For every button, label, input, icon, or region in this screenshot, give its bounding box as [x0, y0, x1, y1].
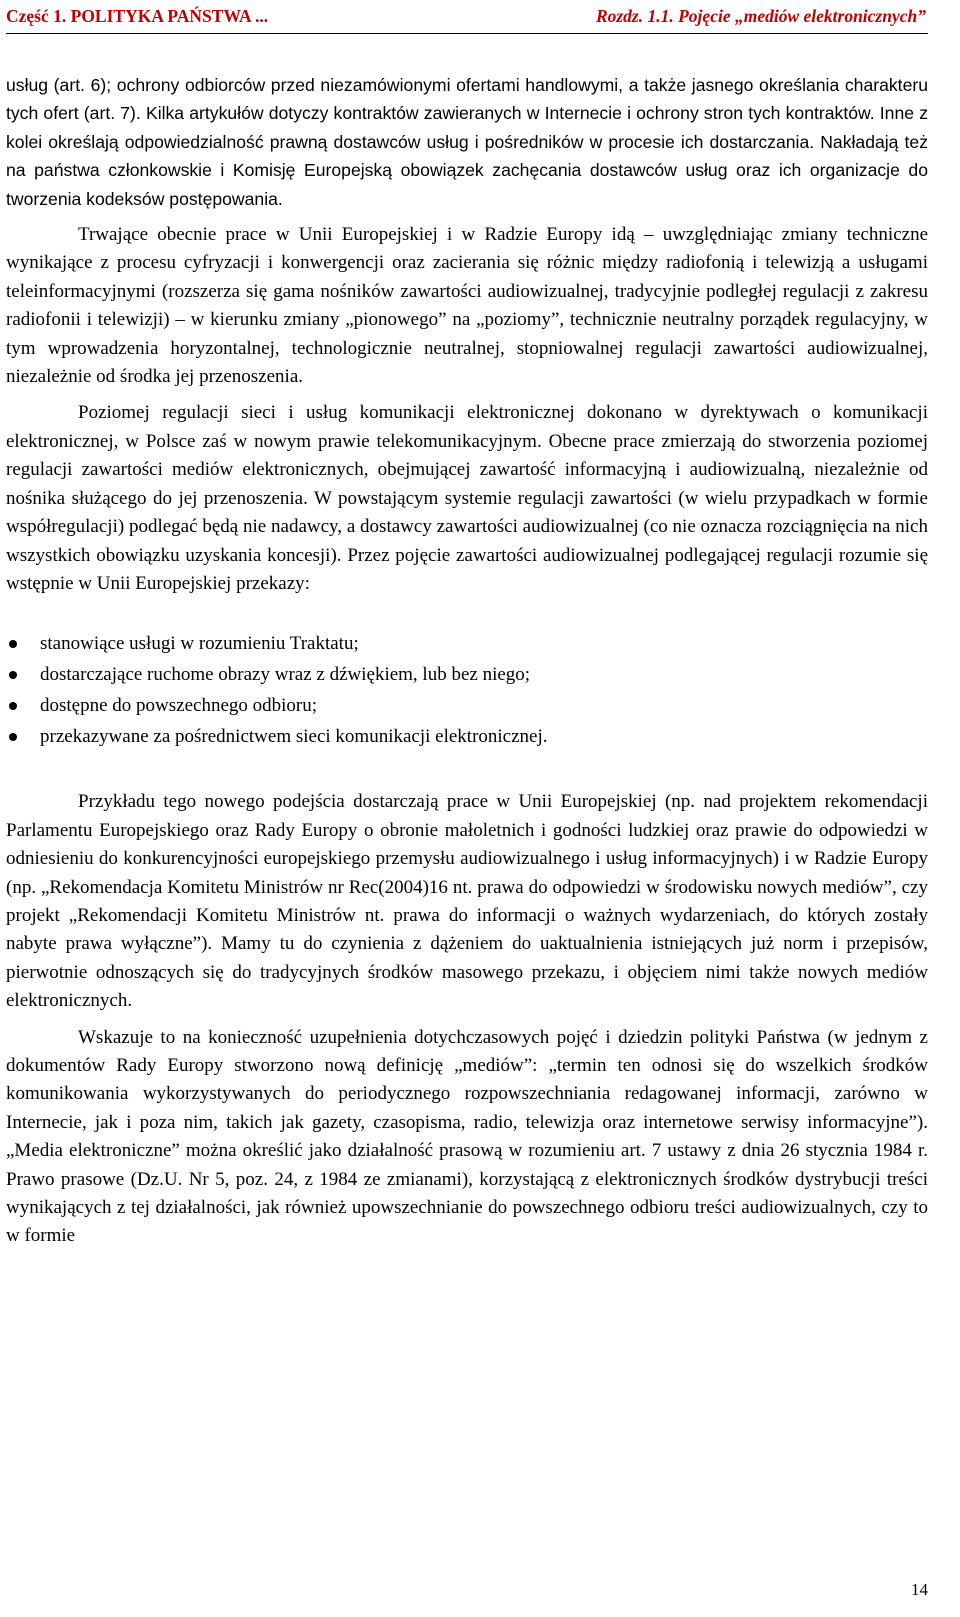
list-item-text: przekazywane za pośrednictwem sieci komunikacji elektronicznej.: [40, 726, 548, 748]
list-item-text: dostarczające ruchome obrazy wraz z dźwiękiem, lub bez niego;: [40, 664, 531, 686]
paragraph-2: Trwające obecnie prace w Unii Europejskiej i w Radzie Europy idą – uwzględniając zmiany techniczne wynikające z procesu cyfryzacji i konwergencji oraz zacierania się różnic między radiofonią i telewizją a usługami teleinformacyjnymi (rozszerza się gama nośników zawartości audiowizualnej, tradycyjnie podległej regulacji z zakresu radiofonii i telewizji) – w kierunku zmiany „pionowego” na „poziomy”, technicznie neutralny porządek regulacyjny, w tym wprowadzenia horyzontalnej, technologicznie neutralnej, stopniowalnej regulacji zawartości audiowizualnej, niezależnie od środka jej przenoszenia.: [6, 224, 928, 388]
list-item-text: stanowiące usługi w rozumieniu Traktatu;: [40, 633, 359, 655]
list-item: [6, 659, 928, 690]
running-header: [6, 4, 926, 32]
bullet-icon: [9, 733, 17, 741]
paragraph-1: usług (art. 6); ochrony odbiorców przed niezamówionymi ofertami handlowymi, a także jasnego określania charakteru tych ofert (art. 7). Kilka artykułów dotyczy kontraktów zawieranych w Internecie i ochrony stron tych kontraktów. Inne z kolei określają odpowiedzialność prawną dostawców usług i pośredników w procesie ich dostarczania. Nakładają też na państwa członkowskie i Komisję Europejską obowiązek zachęcania dostawców usług oraz ich organizacje do tworzenia kodeksów postępowania.: [6, 75, 928, 209]
bullet-icon: [9, 640, 17, 648]
header-part-title: Część 1. POLITYKA PAŃSTWA ...: [6, 6, 269, 26]
bullet-icon: [9, 671, 17, 679]
header-divider: [6, 33, 928, 34]
document-body: [6, 71, 928, 1251]
paragraph-5: Wskazuje to na konieczność uzupełnienia dotychczasowych pojęć i dziedzin polityki Państwa (w jednym z dokumentów Rady Europy stworzono nową definicję „mediów”: „termin ten odnosi się do wszelkich środków komunikowania wykorzystywanych do periodycznego rozpowszechniania redagowanej informacji, zarówno w Internecie, jak i poza nim, takich jak gazety, czasopisma, radio, telewizja oraz internetowe serwisy informacyjne”). „Media elektroniczne” można określić jako działalność prasową w rozumieniu art. 7 ustawy z dnia 26 stycznia 1984 r. Prawo prasowe (Dz.U. Nr 5, poz. 24, z 1984 ze zmianami), korzystającą z elektronicznych środków dystrybucji treści wynikających z tej działalności, jak również upowszechnianie do powszechnego odbioru treści audiowizualnych, czy to w formie: [6, 1026, 928, 1247]
header-chapter-title: Rozdz. 1.1. Pojęcie „mediów elektronicznych”: [595, 6, 926, 26]
list-item: [6, 690, 928, 721]
paragraph-3: Poziomej regulacji sieci i usług komunikacji elektronicznej dokonano w dyrektywach o komunikacji elektronicznej, w Polsce zaś w nowym prawie telekomunikacyjnym. Obecne prace zmierzają do stworzenia poziomej regulacji zawartości mediów elektronicznych, obejmującej zawartość informacyjną i audiowizualną, niezależnie od nośnika służącego do jej przenoszenia. W powstającym systemie regulacji zawartości (w wielu przypadkach w formie współregulacji) podlegać będą nie nadawcy, a dostawcy zawartości audiowizualnej (co nie oznacza rozciągnięcia na nich wszystkich obowiązku uzyskania koncesji). Przez pojęcie zawartości audiowizualnej podlegającej regulacji rozumie się wstępnie w Unii Europejskiej przekazy:: [6, 402, 928, 594]
list-item: [6, 721, 928, 752]
list-item-text: dostępne do powszechnego odbioru;: [40, 695, 318, 717]
list-item: [6, 628, 928, 659]
paragraph-4: Przykładu tego nowego podejścia dostarczają prace w Unii Europejskiej (np. nad projektem rekomendacji Parlamentu Europejskiego oraz Rady Europy o obronie małoletnich i godności ludzkiej oraz prawie do odpowiedzi w odniesieniu do konkurencyjności europejskiego przemysłu audiowizualnego i usług informacyjnych) i w Radzie Europy (np. „Rekomendacja Komitetu Ministrów nr Rec(2004)16 nt. prawa do odpowiedzi w środowisku nowych mediów”, czy projekt „Rekomendacji Komitetu Ministrów nt. prawa do informacji o ważnych wydarzeniach, do których zostały nabyte prawa wyłączne”). Mamy tu do czynienia z dążeniem do uaktualnienia istniejących już norm i przepisów, pierwotnie odnoszących się do tradycyjnych środków masowego przekazu, i objęciem nimi także nowych mediów elektronicznych.: [6, 791, 928, 1012]
bullet-icon: [9, 702, 17, 710]
bullet-list: [6, 628, 928, 752]
page-number: 14: [911, 1580, 928, 1599]
